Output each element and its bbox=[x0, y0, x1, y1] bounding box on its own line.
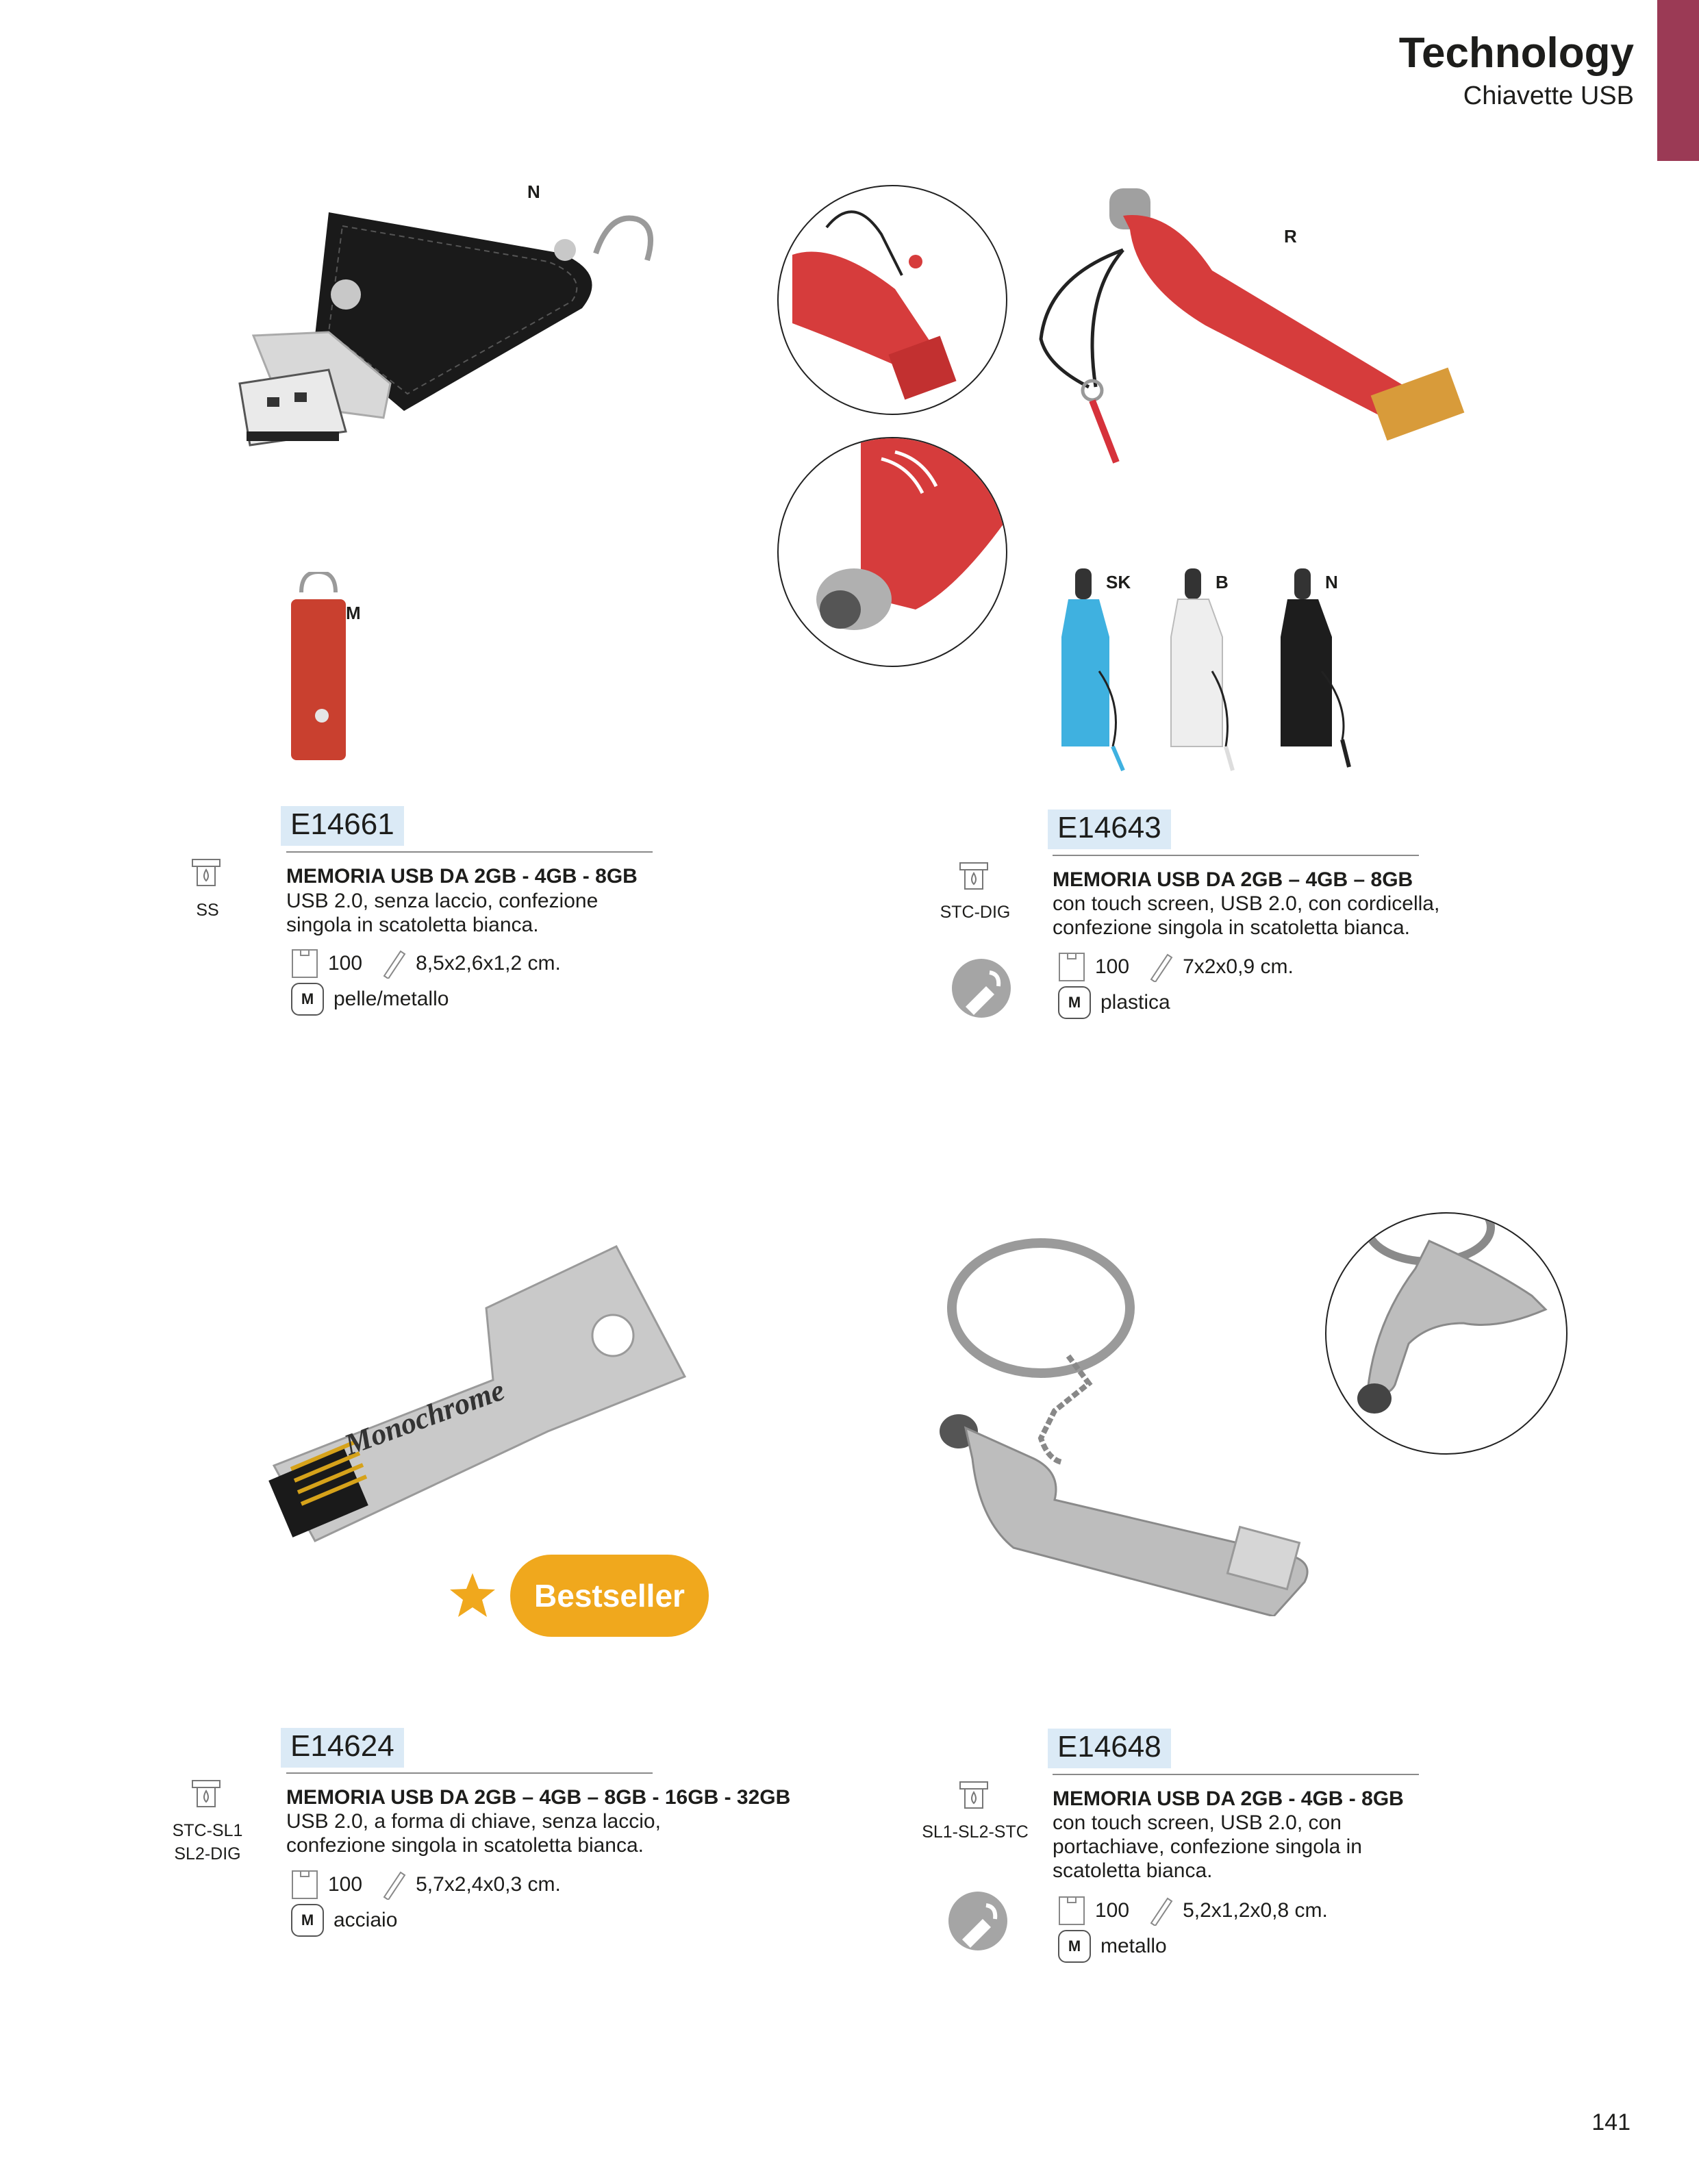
print-technique-icon bbox=[957, 859, 991, 894]
product-color-variants-e14643 bbox=[1048, 568, 1370, 774]
material-icon: M bbox=[291, 1904, 324, 1937]
print-technique-label: STC-SL1 bbox=[172, 1821, 243, 1840]
detail-circle-bottom bbox=[777, 437, 1007, 667]
product-title: MEMORIA USB DA 2GB – 4GB – 8GB - 16GB - 32GB bbox=[286, 1786, 791, 1809]
product-specs-row bbox=[1058, 1896, 1344, 1926]
product-code-e14643: E14643 bbox=[1048, 809, 1171, 849]
engraving-text: Monochrome bbox=[340, 1372, 509, 1462]
bestseller-badge: Bestseller bbox=[510, 1555, 709, 1637]
page-header bbox=[1399, 27, 1634, 112]
product-material: plastica bbox=[1100, 991, 1170, 1014]
detail-circle-top bbox=[777, 185, 1007, 415]
variant-label-sk: SK bbox=[1106, 572, 1131, 592]
variant-label-m: M bbox=[346, 603, 361, 623]
section-title: Technology bbox=[1398, 29, 1634, 77]
product-description: USB 2.0, a forma di chiave, senza laccio, confezione singola in scatoletta bianca. bbox=[286, 1810, 661, 1857]
variant-label-n: N bbox=[527, 181, 540, 202]
product-image-e14648 bbox=[931, 1233, 1315, 1616]
product-title: MEMORIA USB DA 2GB - 4GB - 8GB bbox=[1053, 1787, 1404, 1810]
box-icon bbox=[1058, 1896, 1085, 1926]
product-title: MEMORIA USB DA 2GB – 4GB – 8GB bbox=[1053, 868, 1413, 891]
page-number: 141 bbox=[1591, 2109, 1631, 2135]
product-specs-row bbox=[291, 1870, 577, 1900]
material-icon: M bbox=[1058, 986, 1091, 1019]
pack-quantity: 100 bbox=[328, 1873, 363, 1896]
product-divider bbox=[1053, 1774, 1419, 1775]
material-icon: M bbox=[291, 983, 324, 1016]
product-dimensions: 7x2x0,9 cm. bbox=[1183, 955, 1294, 978]
touch-screen-feature-icon bbox=[948, 1892, 1007, 1950]
ruler-icon bbox=[379, 949, 406, 979]
product-code-e14661: E14661 bbox=[281, 806, 404, 846]
ruler-icon bbox=[1146, 952, 1173, 982]
product-dimensions: 8,5x2,6x1,2 cm. bbox=[416, 952, 561, 975]
ruler-icon bbox=[1146, 1896, 1173, 1926]
product-material-row bbox=[1058, 1930, 1183, 1963]
print-technique-label: SL2-DIG bbox=[174, 1844, 241, 1863]
pack-quantity: 100 bbox=[328, 952, 363, 975]
variant-label-n2: N bbox=[1325, 572, 1338, 592]
product-material: acciaio bbox=[333, 1909, 398, 1931]
product-description: con touch screen, USB 2.0, con cordicella, confezione singola in scatoletta bianca. bbox=[1053, 892, 1440, 939]
product-title: MEMORIA USB DA 2GB - 4GB - 8GB bbox=[286, 865, 638, 888]
product-material-row bbox=[1058, 986, 1187, 1019]
section-accent-tab bbox=[1657, 0, 1699, 161]
product-specs-row bbox=[291, 949, 577, 979]
product-image-e14624 bbox=[260, 1233, 699, 1548]
product-dimensions: 5,7x2,4x0,3 cm. bbox=[416, 1873, 561, 1896]
product-image-e14643 bbox=[1034, 188, 1513, 483]
product-color-variant-red bbox=[284, 572, 353, 764]
print-technique-label: STC-DIG bbox=[940, 903, 1011, 922]
product-divider bbox=[286, 1772, 653, 1774]
product-code-e14624: E14624 bbox=[281, 1728, 404, 1768]
print-technique-label: SS bbox=[196, 901, 219, 920]
pack-quantity: 100 bbox=[1095, 955, 1130, 978]
material-icon: M bbox=[1058, 1930, 1091, 1963]
detail-circle-keyring bbox=[1325, 1212, 1568, 1455]
product-divider bbox=[286, 851, 653, 853]
product-description: con touch screen, USB 2.0, con portachiave, confezione singola in scatoletta bianca. bbox=[1053, 1811, 1362, 1882]
print-technique-icon bbox=[189, 856, 223, 890]
product-divider bbox=[1053, 855, 1419, 856]
variant-label-b: B bbox=[1216, 572, 1229, 592]
box-icon bbox=[291, 949, 318, 979]
variant-label-r: R bbox=[1284, 226, 1297, 247]
product-specs-row bbox=[1058, 952, 1310, 982]
product-description: USB 2.0, senza laccio, confezione singola in scatoletta bianca. bbox=[286, 890, 599, 936]
product-material: pelle/metallo bbox=[333, 988, 449, 1010]
star-icon bbox=[449, 1572, 496, 1618]
pack-quantity: 100 bbox=[1095, 1899, 1130, 1922]
print-technique-icon bbox=[957, 1779, 991, 1813]
box-icon bbox=[291, 1870, 318, 1900]
box-icon bbox=[1058, 952, 1085, 982]
product-material-row bbox=[291, 1904, 414, 1937]
print-technique-icon bbox=[189, 1777, 223, 1811]
print-technique-label: SL1-SL2-STC bbox=[922, 1822, 1029, 1842]
product-dimensions: 5,2x1,2x0,8 cm. bbox=[1183, 1899, 1328, 1922]
touch-screen-feature-icon bbox=[952, 959, 1011, 1018]
section-subtitle: Chiavette USB bbox=[1463, 81, 1634, 110]
product-code-e14648: E14648 bbox=[1048, 1729, 1171, 1768]
product-image-e14661 bbox=[226, 185, 678, 459]
product-material: metallo bbox=[1100, 1935, 1167, 1957]
ruler-icon bbox=[379, 1870, 406, 1900]
product-material-row bbox=[291, 983, 465, 1016]
